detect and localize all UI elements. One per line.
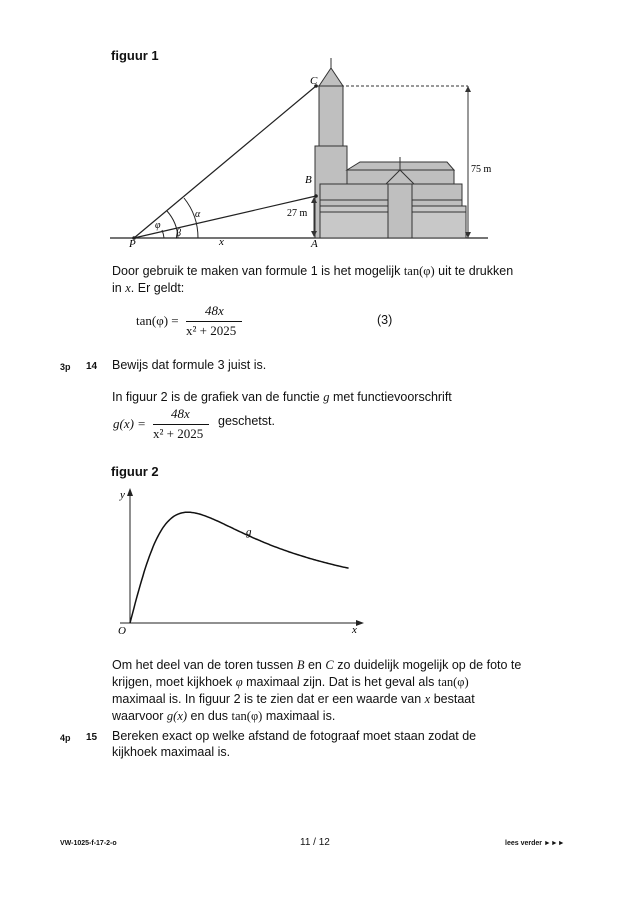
expl-l1-b: en (307, 658, 322, 672)
label-A: A (311, 238, 318, 250)
label-phi: φ (155, 220, 161, 231)
figure2-title: figuur 2 (111, 464, 159, 479)
gx-numerator: 48x (171, 406, 190, 421)
intro-tan-phi: tan(φ) (403, 264, 435, 278)
expl-tan-phi2: tan(φ) (231, 709, 263, 723)
figure2-intro-g: g (323, 390, 330, 404)
intro-line2-b: . Er geldt: (130, 281, 185, 295)
expl-l3-a: maximaal is. In figuur 2 is te zien dat er een waarde van (112, 692, 422, 706)
expl-l1-a: Om het deel van de toren tussen (112, 658, 294, 672)
gx-denominator: x² + 2025 (153, 426, 204, 441)
formula3-numerator: 48x (205, 303, 224, 318)
q15-number: 15 (86, 732, 98, 743)
q15-line1: Bereken exact op welke afstand de fotograaf moet staan zodat de (112, 729, 477, 743)
expl-C: C (325, 658, 334, 672)
church-illustration (315, 58, 466, 238)
figure2-intro-text: In figuur 2 is de grafiek van de functie (112, 390, 320, 404)
y-axis-label: y (120, 489, 125, 501)
formula3-lhs: tan(φ) = (136, 313, 179, 328)
origin-label: O (118, 625, 126, 637)
expl-x: x (424, 692, 431, 706)
intro-paragraph (112, 263, 562, 297)
expl-B: B (296, 658, 305, 672)
figure2-intro-line (112, 389, 562, 405)
footer-next: lees verder ►►► (505, 840, 565, 847)
expl-phi: φ (235, 675, 243, 689)
q14-text: Bewijs dat formule 3 juist is. (112, 358, 267, 372)
expl-tan-phi: tan(φ) (437, 675, 469, 689)
gx-lhs: g(x) = (113, 416, 146, 431)
expl-l4-b: en dus (190, 709, 229, 723)
label-B: B (305, 174, 312, 186)
footer-page: 11 / 12 (300, 837, 330, 848)
x-axis-label: x (352, 624, 357, 636)
expl-l2-a: krijgen, moet kijkhoek (112, 675, 233, 689)
expl-l4-a: waarvoor (112, 709, 164, 723)
figure2-intro-text-b: met functievoorschrift (332, 390, 452, 404)
label-P: P (129, 238, 136, 250)
expl-l2-b: maximaal zijn. Dat is het geval als (246, 675, 435, 689)
q15-text (112, 728, 562, 760)
gx-fraction-bar (153, 424, 209, 425)
label-27m: 27 m (287, 208, 308, 219)
footer-code: VW-1025-f-17-2-o (60, 840, 117, 847)
expl-l4-c: maximaal is. (265, 709, 336, 723)
figure1-diagram (0, 0, 636, 250)
q14-number: 14 (86, 361, 98, 372)
intro-line2-a: in (112, 281, 122, 295)
expl-l1-c: zo duidelijk mogelijk op de foto te (337, 658, 522, 672)
label-C: C (310, 75, 318, 87)
figure1-title: figuur 1 (111, 48, 159, 63)
q15-points: 4p (60, 733, 71, 743)
y-axis-arrow (127, 488, 133, 496)
fraction-bar (186, 321, 242, 322)
expl-gx: g(x) (166, 709, 188, 723)
label-75m: 75 m (471, 164, 492, 175)
formula3-number: (3) (377, 313, 393, 327)
intro-line1-b: uit te drukken (438, 264, 514, 278)
curve-label-g: g (246, 526, 252, 538)
label-x: x (219, 236, 224, 248)
formula3-denominator: x² + 2025 (186, 323, 237, 338)
explanation-paragraph (112, 657, 562, 725)
expl-l3-b: bestaat (433, 692, 475, 706)
curve-g (130, 512, 349, 623)
gx-after: geschetst. (218, 414, 275, 428)
q15-line2: kijkhoek maximaal is. (112, 745, 231, 759)
intro-line1-a: Door gebruik te maken van formule 1 is het mogelijk (112, 264, 401, 278)
label-alpha: α (195, 209, 201, 220)
figure2-graph (0, 480, 636, 645)
x-axis-arrow (356, 620, 364, 626)
q14-points: 3p (60, 362, 71, 372)
intro-x: x (125, 281, 131, 295)
label-beta: β (176, 228, 181, 239)
